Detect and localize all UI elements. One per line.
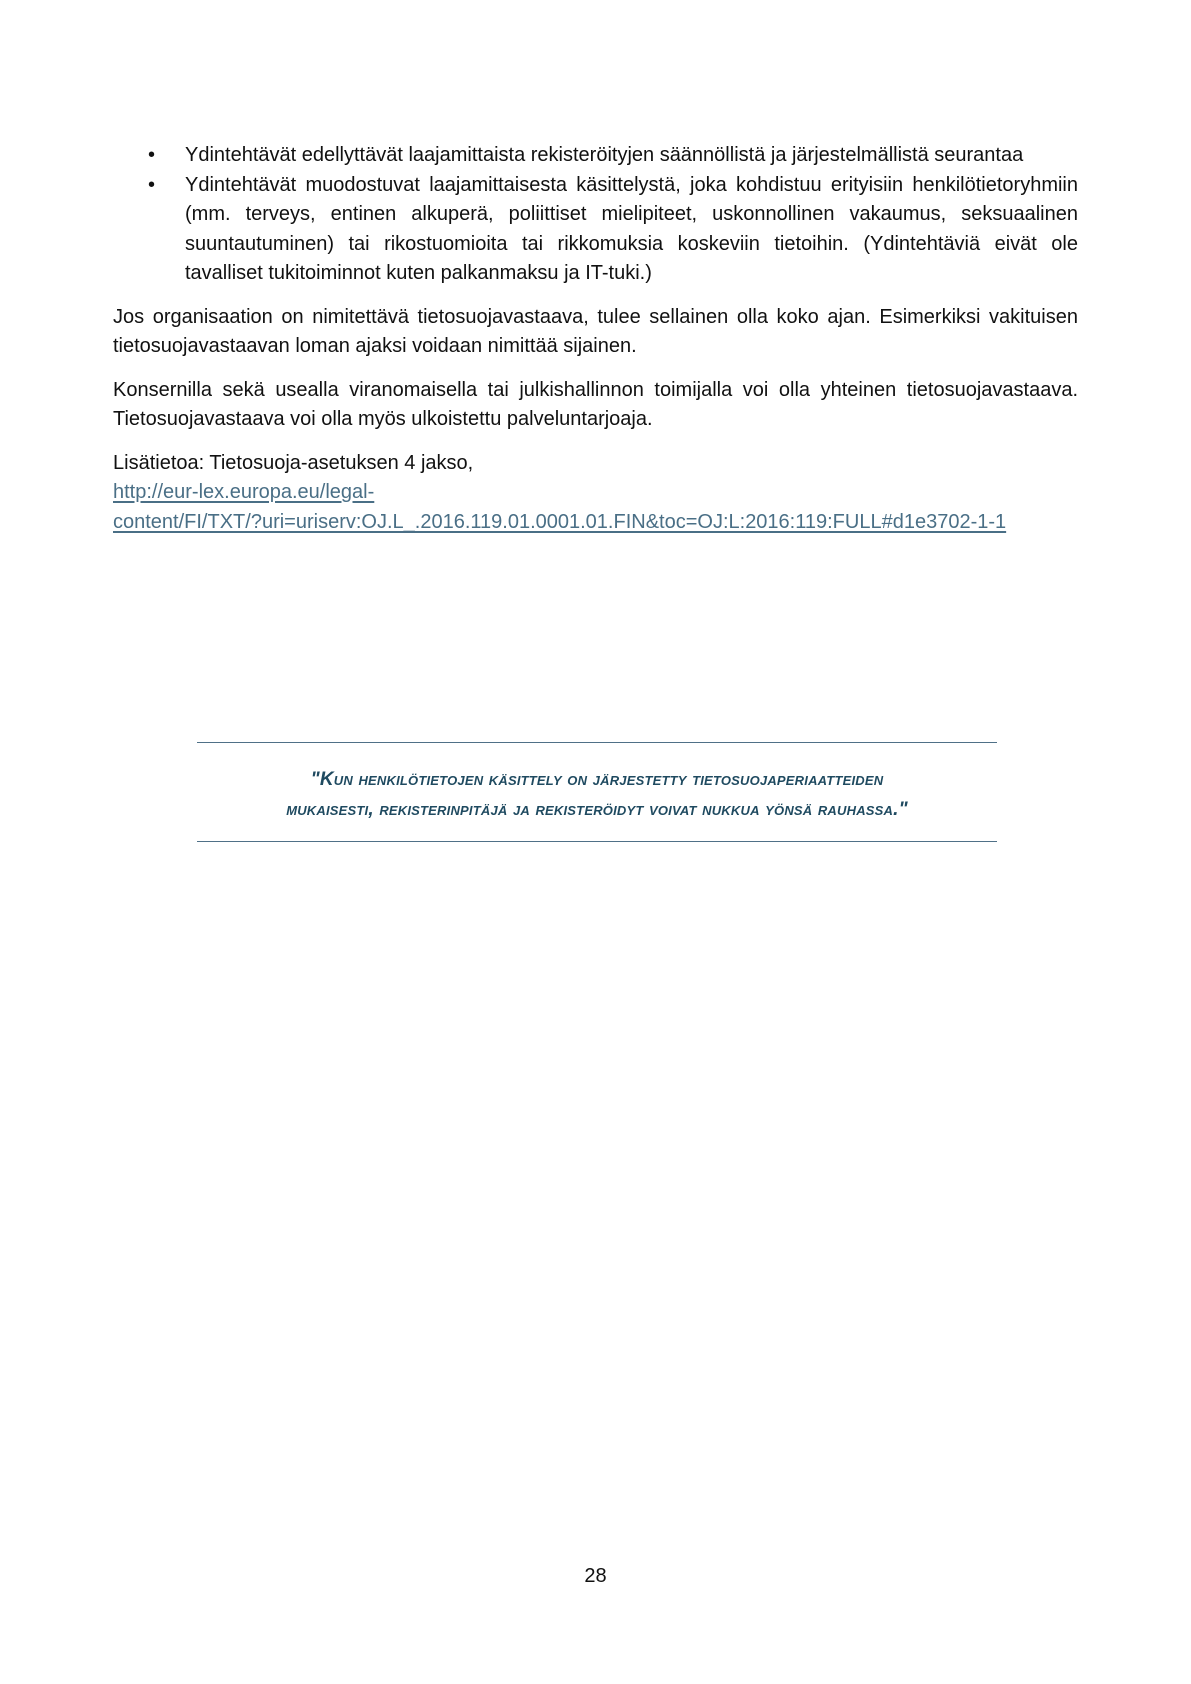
list-item: [113, 141, 1078, 171]
reference-label: Lisätietoa: Tietosuoja-asetuksen 4 jakso,: [113, 451, 474, 474]
list-item: [113, 171, 1078, 289]
bullet-icon: •: [148, 144, 156, 166]
bullet-text: Ydintehtävät muodostuvat laajamittaisesta käsittelystä, joka kohdistuu erityisiin henkilötietoryhmiin (mm. terveys, entinen alkuperä, poliittiset mielipiteet, uskonnollinen vakaumus, seksuaalinen suuntautuminen) tai rikostuomioita tai rikkomuksia koskeviin tietoihin. (Ydintehtäviä eivät ole tavalliset tukitoiminnot kuten palkanmaksu ja IT-tuki.): [185, 173, 1078, 284]
page-number: 28: [584, 1565, 607, 1587]
reference-block: [113, 449, 1078, 538]
bullet-icon: •: [148, 173, 156, 196]
reference-link[interactable]: [113, 478, 1073, 537]
body-content: [113, 141, 1078, 537]
paragraph: Konsernilla sekä usealla viranomaisella tai julkishallinnon toimijalla voi olla yhteinen tietosuojavastaava. Tietosuojavastaava voi olla myös ulkoistettu palveluntarjoaja.: [113, 378, 1078, 430]
quote-line: "Kun henkilötietojen käsittely on järjestetty tietosuojaperiaatteiden: [310, 769, 884, 790]
reference-link-line: http://eur-lex.europa.eu/legal-: [113, 481, 375, 503]
quote-line: mukaisesti, rekisterinpitäjä ja rekisteröidyt voivat nukkua yönsä rauhassa.": [286, 799, 908, 820]
bullet-list: [113, 141, 1078, 289]
paragraph: Jos organisaation on nimitettävä tietosuojavastaava, tulee sellainen olla koko ajan. Esimerkiksi vakituisen tietosuojavastaavan loman ajaksi voidaan nimittää sijainen.: [113, 305, 1078, 357]
pull-quote: [197, 742, 997, 842]
bullet-text: Ydintehtävät edellyttävät laajamittaista rekisteröityjen säännöllistä ja järjestelmällistä seurantaa: [185, 144, 1024, 166]
reference-link-line: content/FI/TXT/?uri=uriserv:OJ.L_.2016.119.01.0001.01.FIN&toc=OJ:L:2016:119:FULL#d1e3702-1-1: [113, 510, 1007, 533]
pull-quote-text: [197, 765, 997, 825]
